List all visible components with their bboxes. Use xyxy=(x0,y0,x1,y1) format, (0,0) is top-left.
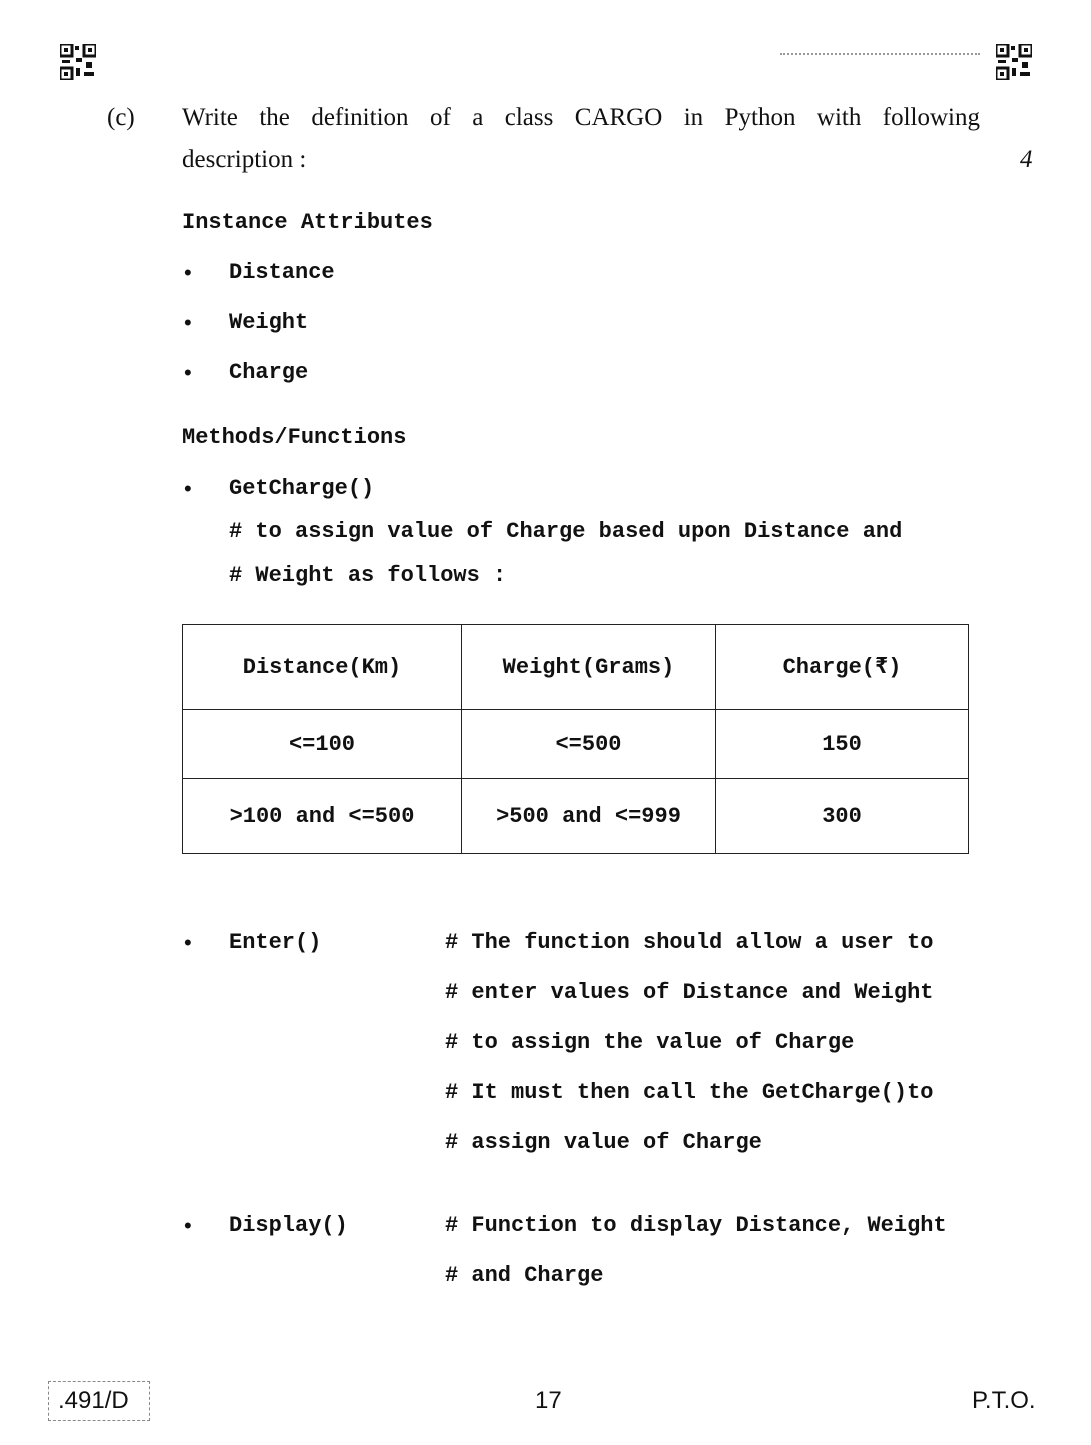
table-cell: <=500 xyxy=(462,710,716,779)
paper-code: .491/D xyxy=(58,1387,129,1414)
table-header-cell: Distance(Km) xyxy=(183,625,462,710)
method-getcharge-comment: # Weight as follows : xyxy=(229,563,507,588)
charge-table xyxy=(182,624,969,854)
attribute-item: Weight xyxy=(229,310,309,335)
method-enter-comment: # enter values of Distance and Weight xyxy=(445,980,934,1005)
attribute-item: Distance xyxy=(229,260,335,285)
methods-heading: Methods/Functions xyxy=(182,425,407,450)
table-row xyxy=(183,779,969,854)
pto-label: P.T.O. xyxy=(972,1387,1036,1414)
method-enter-comment: # It must then call the GetCharge()to xyxy=(445,1080,934,1105)
qr-code-icon xyxy=(60,44,96,80)
bullet-icon: • xyxy=(184,310,192,335)
qr-code-icon xyxy=(996,44,1032,80)
table-row xyxy=(183,710,969,779)
table-cell: 300 xyxy=(716,779,969,854)
question-line-2: description : xyxy=(182,146,307,173)
question-label: (c) xyxy=(107,104,135,131)
header-rule xyxy=(780,53,980,57)
bullet-icon: • xyxy=(184,260,192,285)
table-cell: 150 xyxy=(716,710,969,779)
table-header-cell: Weight(Grams) xyxy=(462,625,716,710)
method-enter-comment: # The function should allow a user to xyxy=(445,930,934,955)
question-line-1: Write the definition of a class CARGO in Python with following xyxy=(182,104,980,131)
method-enter-comment: # to assign the value of Charge xyxy=(445,1030,855,1055)
method-display-comment: # Function to display Distance, Weight xyxy=(445,1213,947,1238)
method-getcharge-comment: # to assign value of Charge based upon Distance and xyxy=(229,519,903,544)
table-header-row xyxy=(183,625,969,710)
table-cell: <=100 xyxy=(183,710,462,779)
method-display-name: Display() xyxy=(229,1213,348,1238)
bullet-icon: • xyxy=(184,930,192,955)
bullet-icon: • xyxy=(184,476,192,501)
attribute-item: Charge xyxy=(229,360,309,385)
method-getcharge-name: GetCharge() xyxy=(229,476,375,501)
method-display-comment: # and Charge xyxy=(445,1263,604,1288)
table-cell: >100 and <=500 xyxy=(183,779,462,854)
method-enter-name: Enter() xyxy=(229,930,322,955)
bullet-icon: • xyxy=(184,360,192,385)
page-number: 17 xyxy=(535,1387,562,1414)
attributes-heading: Instance Attributes xyxy=(182,210,433,235)
method-enter-comment: # assign value of Charge xyxy=(445,1130,762,1155)
question-marks: 4 xyxy=(1020,146,1033,173)
table-cell: >500 and <=999 xyxy=(462,779,716,854)
table-header-cell: Charge(₹) xyxy=(716,625,969,710)
bullet-icon: • xyxy=(184,1213,192,1238)
